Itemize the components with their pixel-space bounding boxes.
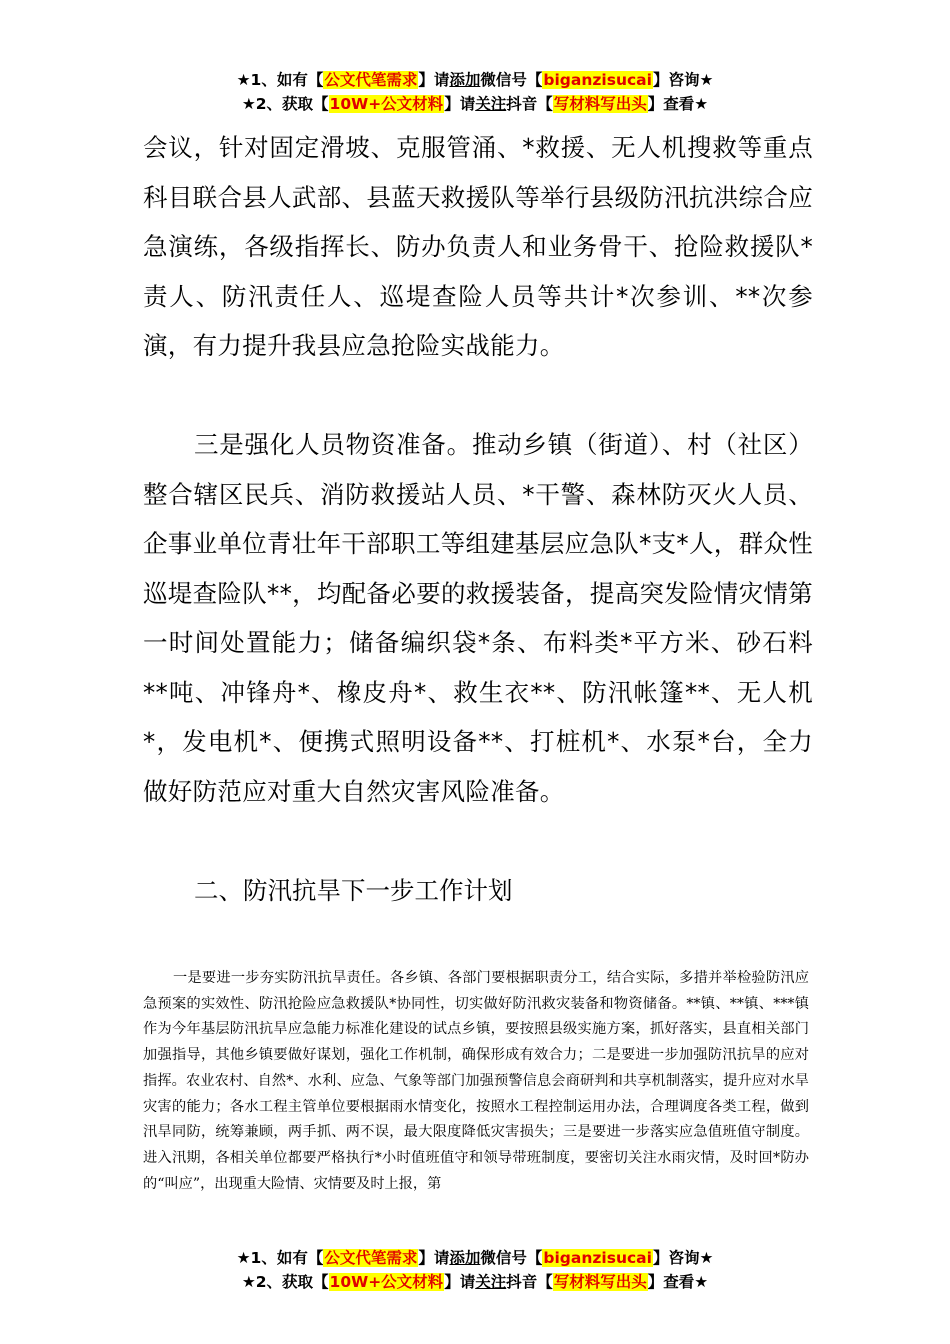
banner-text: 】查看★ bbox=[647, 95, 709, 113]
top-banner bbox=[0, 68, 950, 116]
banner-text: 】咨询★ bbox=[652, 1249, 714, 1267]
banner-line-2 bbox=[0, 92, 950, 116]
highlight-text: 写材料写出头 bbox=[553, 1273, 647, 1291]
banner-text: 微信号【 bbox=[480, 71, 543, 89]
banner-line-2 bbox=[0, 1270, 950, 1294]
banner-text: 】请 bbox=[444, 1273, 476, 1291]
highlight-text: 10W+公文材料 bbox=[329, 95, 444, 113]
underlined-text: 关注 bbox=[475, 1273, 507, 1291]
banner-text: ★2、获取【 bbox=[241, 1273, 329, 1291]
body-paragraph-2: 三是强化人员物资准备。推动乡镇（街道）、村（社区）整合辖区民兵、消防救援站人员、*干警、森林防灭火人员、企事业单位青壮年干部职工等组建基层应急队*支*人，群众性巡堤查险队**，均配备必要的救援装备，提高突发险情灾情第一时间处置能力；储备编织袋*条、布料类*平方米、砂石料**吨、冲锋舟*、橡皮舟*、救生衣**、防汛帐篷**、无人机*，发电机*、便携式照明设备**、打桩机*、水泵*台，全力做好防范应对重大自然灾害风险准备。 bbox=[143, 430, 813, 806]
banner-text: 】请 bbox=[418, 71, 450, 89]
banner-text: 抖音【 bbox=[506, 1273, 553, 1291]
underlined-text: 关注 bbox=[475, 95, 507, 113]
banner-text: ★1、如有【 bbox=[236, 1249, 324, 1267]
banner-text: 微信号【 bbox=[480, 1249, 543, 1267]
banner-text: 】请 bbox=[444, 95, 476, 113]
banner-line-1 bbox=[0, 1246, 950, 1270]
highlight-text: 公文代笔需求 bbox=[324, 71, 418, 89]
highlight-text: 公文代笔需求 bbox=[324, 1249, 418, 1267]
highlight-text: biganzisucai bbox=[543, 1249, 652, 1267]
banner-text: ★2、获取【 bbox=[241, 95, 329, 113]
banner-text: 】请 bbox=[418, 1249, 450, 1267]
highlight-text: 10W+公文材料 bbox=[329, 1273, 444, 1291]
banner-text: 】查看★ bbox=[647, 1273, 709, 1291]
banner-line-1 bbox=[0, 68, 950, 92]
underlined-text: 添加 bbox=[449, 1249, 481, 1267]
section-heading: 二、防汛抗旱下一步工作计划 bbox=[194, 876, 513, 905]
bottom-banner bbox=[0, 1246, 950, 1294]
body-paragraph-1: 会议，针对固定滑坡、克服管涌、*救援、无人机搜救等重点科目联合县人武部、县蓝天救援队等举行县级防汛抗洪综合应急演练，各级指挥长、防办负责人和业务骨干、抢险救援队*责人、防汛责任人、巡堤查险人员等共计*次参训、**次参演，有力提升我县应急抢险实战能力。 bbox=[143, 133, 813, 360]
banner-text: ★1、如有【 bbox=[236, 71, 324, 89]
highlight-text: biganzisucai bbox=[543, 71, 652, 89]
highlight-text: 写材料写出头 bbox=[553, 95, 647, 113]
underlined-text: 添加 bbox=[449, 71, 481, 89]
small-paragraph: 一是要进一步夯实防汛抗旱责任。各乡镇、各部门要根据职责分工，结合实际，多措并举检验防汛应急预案的实效性、防汛抢险应急救援队*协同性，切实做好防汛救灾装备和物资储备。**镇、**镇、***镇作为今年基层防汛抗旱应急能力标准化建设的试点乡镇，要按照县级实施方案，抓好落实，县直相关部门加强指导，其他乡镇要做好谋划，强化工作机制，确保形成有效合力；二是要进一步加强防汛抗旱的应对指挥。农业农村、自然*、水利、应急、气象等部门加强预警信息会商研判和共享机制落实，提升应对水旱灾害的能力；各水工程主管单位要根据雨水情变化，按照水工程控制运用办法，合理调度各类工程，做到汛旱同防，统筹兼顾，两手抓、两不误，最大限度降低灾害损失；三是要进一步落实应急值班值守制度。进入汛期，各相关单位都要严格执行*小时值班值守和领导带班制度，要密切关注水雨灾情，及时回*防办的“叫应”，出现重大险情、灾情要及时上报，第 bbox=[143, 970, 809, 1192]
banner-text: 】咨询★ bbox=[652, 71, 714, 89]
banner-text: 抖音【 bbox=[506, 95, 553, 113]
